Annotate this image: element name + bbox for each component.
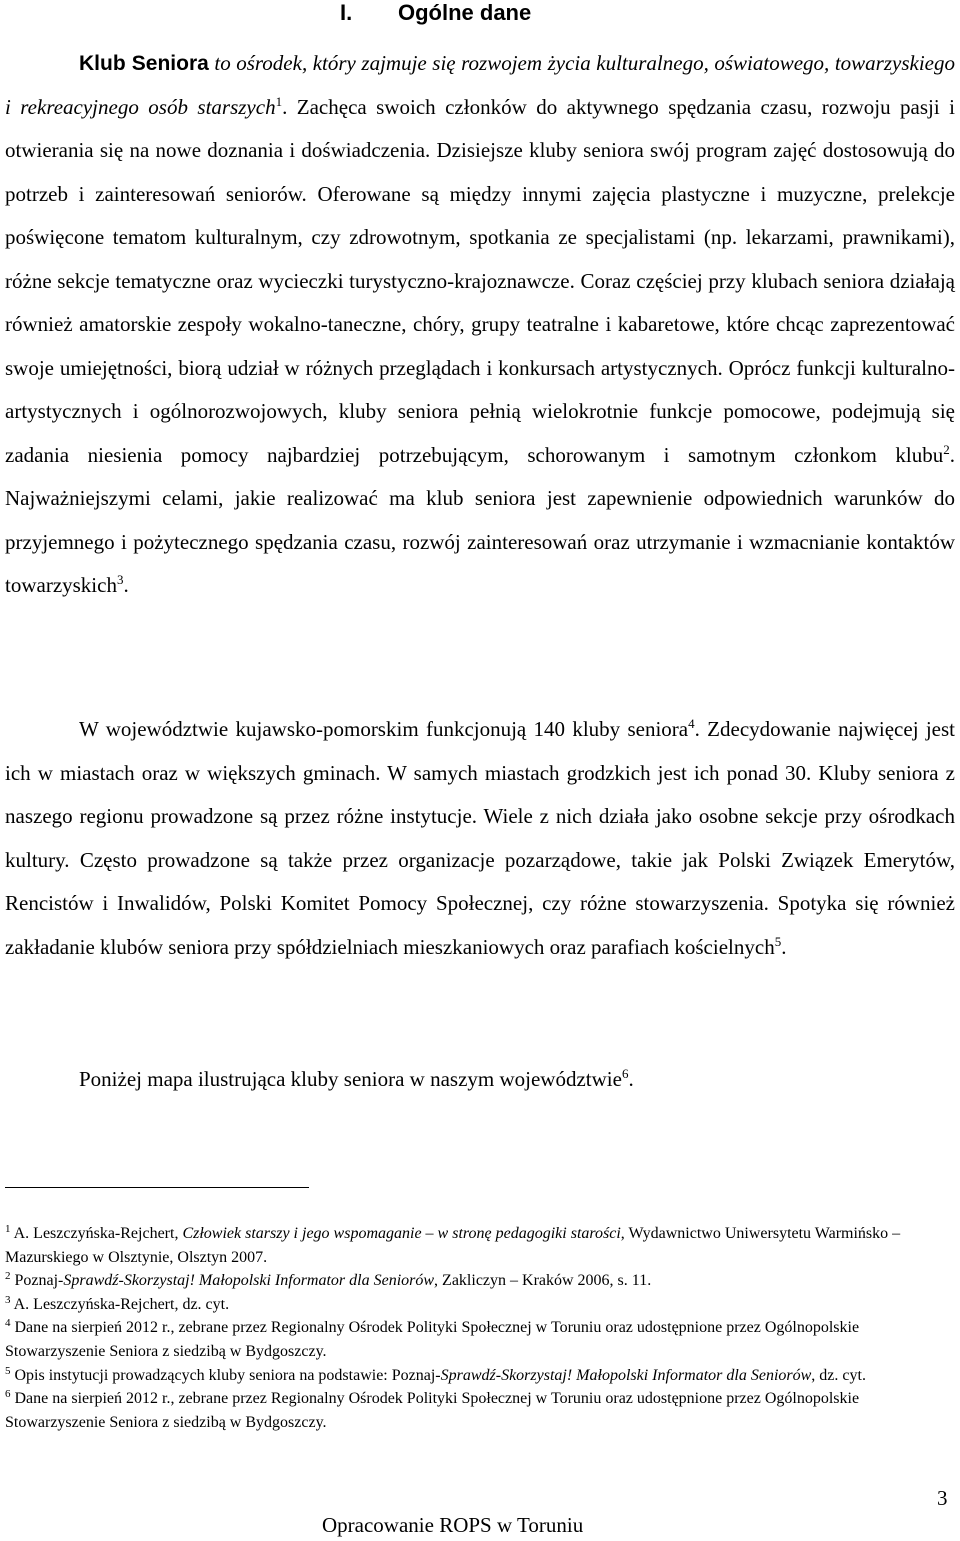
footnote-ref-1: 1 — [275, 93, 283, 109]
section-number: I. — [340, 0, 353, 25]
footnote-ref-2: 2 — [943, 441, 950, 457]
footnote-ref-3: 3 — [116, 572, 124, 587]
footnote-number: 6 — [5, 1388, 11, 1401]
footnote-text: , dz. cyt. — [811, 1366, 866, 1384]
footnote-text: A. Leszczyńska-Rejchert, — [13, 1225, 183, 1242]
footnote-ref-5: 5 — [774, 933, 782, 949]
footnote-number: 4 — [5, 1317, 11, 1330]
footnote-text: Poznaj- — [14, 1272, 64, 1290]
footnote-text: Opis instytucji prowadzących kluby seniora na podstawie: Poznaj- — [14, 1366, 441, 1384]
footnote-text: , Wydawnictwo Uniwersytetu Warmińsko – Mazurskiego w Olsztynie, Olsztyn 2007. — [5, 1225, 901, 1266]
footnote-number: 2 — [5, 1270, 11, 1283]
paragraph-map — [5, 1058, 955, 1102]
paragraph-text: W województwie kujawsko-pomorskim funkcjonują 140 kluby seniora — [79, 717, 689, 741]
paragraph-text: . Zdecydowanie najwięcej jest ich w miastach oraz w większych gminach. W samych miastach grodzkich jest ich ponad 30. Kluby seniora z naszego regionu prowadzone są przez różne instytucje. Wiele z nich działa jako osobne sekcje przy ośrodkach kultury. Często prowadzone są także przez organizacje pozarządowe, takie jak Polski Związek Emerytów, Rencistów i Inwalidów, Polski Komitet Pomocy Społecznej, czy różne stowarzyszenia. Spotyka się również zakładanie klubów seniora przy spółdzielniach mieszkaniowych oraz parafiach kościelnych — [5, 717, 955, 959]
footnote-2 — [5, 1269, 947, 1293]
footnote-text: Dane na sierpień 2012 r., zebrane przez Regionalny Ośrodek Polityki Społecznej w Toruniu oraz udostępnione przez Ogólnopolskie Stowarzyszenie Seniora z siedzibą w Bydgoszczy. — [5, 1319, 860, 1360]
club-name: Klub Seniora — [79, 52, 209, 75]
footnote-title: Człowiek starszy i jego wspomaganie – w stronę pedagogiki starości — [182, 1225, 621, 1242]
footnote-number: 3 — [5, 1293, 11, 1306]
footnote-4 — [5, 1316, 947, 1363]
footnotes — [5, 1222, 947, 1434]
footnote-number: 1 — [5, 1223, 11, 1235]
club-definition: to ośrodek, który zajmuje się rozwojem życia kulturalnego, oświatowego, towarzyskiego i rekreacyjnego osób starszych — [5, 51, 955, 119]
paragraph-text: . — [781, 934, 787, 959]
footnote-title: Sprawdź-Skorzystaj! Małopolski Informator dla Seniorów — [440, 1366, 812, 1384]
paragraph-region — [5, 708, 955, 969]
footnote-text: , Zakliczyn – Kraków 2006, s. 11. — [434, 1272, 652, 1290]
footnote-separator — [5, 1187, 309, 1188]
footnote-ref-4: 4 — [688, 716, 695, 731]
paragraph-text: . — [123, 573, 129, 597]
section-heading — [340, 0, 531, 26]
paragraph-text: Poniżej mapa ilustrująca kluby seniora w naszym województwie — [79, 1067, 622, 1091]
footnote-ref-6: 6 — [621, 1066, 629, 1081]
paragraph-text: Coraz częściej przy klubach seniora działają również amatorskie zespoły wokalno-taneczne, chóry, grupy teatralne i kabaretowe, które chcąc zaprezentować swoje umiejętności, biorą udział w różnych przeglądach i konkursach artystycznych. Oprócz funkcji kulturalno-artystycznych i ogólnorozwojowych, kluby seniora pełnią wielokrotnie funkcje pomocowe, podejmują się zadania niesienia pomocy najbardziej potrzebującym, schorowanym i samotnym członkom klubu — [5, 268, 956, 467]
paragraph-text: . Najważniejszymi celami, jakie realizować ma klub seniora jest zapewnienie odpowiednich warunków do przyjemnego i pożytecznego spędzania czasu, rozwój zainteresowań oraz utrzymanie i wzmacnianie kontaktów towarzyskich — [5, 442, 955, 597]
footnote-1 — [5, 1222, 947, 1269]
paragraph-text: . — [628, 1067, 634, 1091]
paragraph-text: . Zachęca swoich członków do aktywnego spędzania czasu, rozwoju pasji i otwierania się na nowe doznania i doświadczenia. Dzisiejsze kluby seniora swój program zajęć dostosowują do potrzeb i zainteresowań seniorów. Oferowane są między innymi zajęcia plastyczne i muzyczne, prelekcje poświęcone tematom kulturalnym, czy zdrowotnym, spotkania ze specjalistami (np. lekarzami, prawnikami), różne sekcje tematyczne oraz wycieczki turystyczno-krajoznawcze. — [5, 94, 956, 293]
footnote-6 — [5, 1387, 947, 1434]
paragraph-intro — [5, 42, 955, 608]
footnote-5 — [5, 1364, 947, 1388]
footnote-text: A. Leszczyńska-Rejchert, dz. cyt. — [13, 1295, 230, 1313]
page-footer: Opracowanie ROPS w Toruniu — [322, 1513, 584, 1537]
footnote-text: Dane na sierpień 2012 r., zebrane przez Regionalny Ośrodek Polityki Społecznej w Toruniu oraz udostępnione przez Ogólnopolskie Stowarzyszenie Seniora z siedzibą w Bydgoszczy. — [5, 1390, 860, 1431]
footnote-3 — [5, 1293, 947, 1317]
section-title: Ogólne dane — [398, 0, 532, 25]
footnote-number: 5 — [5, 1364, 11, 1377]
page-number: 3 — [937, 1486, 948, 1510]
footnote-title: Sprawdź-Skorzystaj! Małopolski Informator dla Seniorów — [63, 1272, 435, 1290]
